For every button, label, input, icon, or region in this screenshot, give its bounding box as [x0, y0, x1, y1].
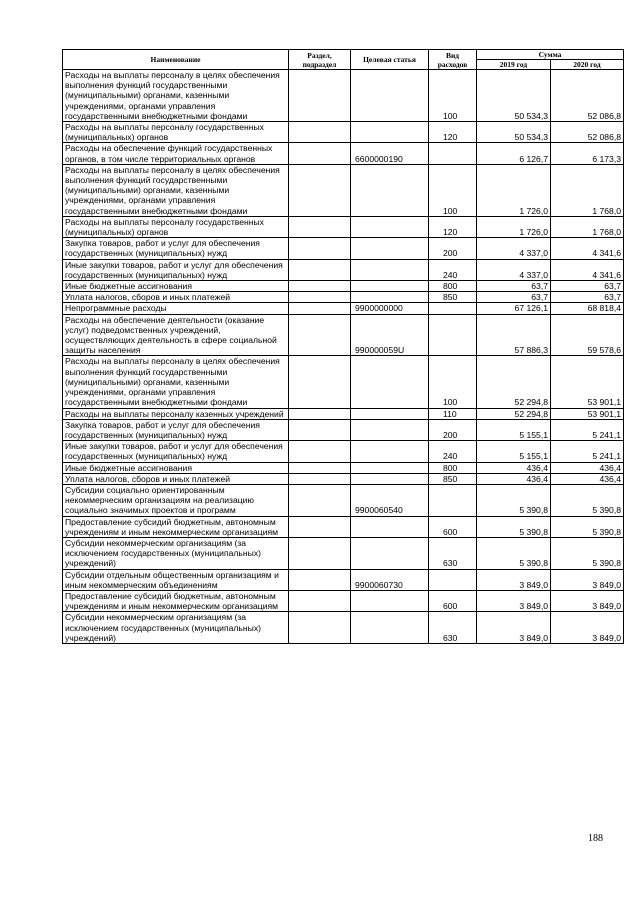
- row-name: Расходы на выплаты персоналу в целях обеспечения выполнения функций государственными (муниципальными) органами, казенными учреждениями, органами управления государственными внебюджетными фондами: [63, 356, 289, 408]
- row-kind: 850: [429, 473, 477, 484]
- row-target: [351, 70, 429, 122]
- row-kind: 630: [429, 612, 477, 644]
- row-kind: 240: [429, 441, 477, 462]
- row-section: [289, 590, 351, 611]
- row-sum-2020: 1 768,0: [551, 216, 624, 237]
- row-section: [289, 484, 351, 516]
- row-target: 9900060730: [351, 569, 429, 590]
- row-target: 6600000190: [351, 143, 429, 164]
- row-sum-2019: 50 534,3: [477, 122, 551, 143]
- row-section: [289, 408, 351, 419]
- table-row: [63, 143, 624, 164]
- row-target: [351, 462, 429, 473]
- row-kind: [429, 143, 477, 164]
- row-kind: 100: [429, 164, 477, 216]
- row-name: Расходы на обеспечение функций государственных органов, в том числе территориальных органов: [63, 143, 289, 164]
- table-row: [63, 292, 624, 303]
- row-kind: 100: [429, 70, 477, 122]
- row-kind: 200: [429, 238, 477, 259]
- row-section: [289, 281, 351, 292]
- row-sum-2020: 3 849,0: [551, 569, 624, 590]
- row-kind: [429, 569, 477, 590]
- row-sum-2019: 6 126,7: [477, 143, 551, 164]
- row-sum-2019: 52 294,8: [477, 408, 551, 419]
- row-section: [289, 259, 351, 280]
- row-kind: 240: [429, 259, 477, 280]
- row-target: [351, 281, 429, 292]
- row-kind: 800: [429, 462, 477, 473]
- row-sum-2019: 4 337,0: [477, 259, 551, 280]
- expenditure-table: [62, 49, 624, 644]
- header-sum: Сумма: [477, 50, 624, 60]
- row-sum-2020: 6 173,3: [551, 143, 624, 164]
- table-row: [63, 473, 624, 484]
- row-name: Расходы на выплаты персоналу государственных (муниципальных) органов: [63, 216, 289, 237]
- row-sum-2019: 5 390,8: [477, 484, 551, 516]
- row-sum-2019: 67 126,1: [477, 303, 551, 314]
- table-row: [63, 516, 624, 537]
- row-sum-2020: 436,4: [551, 462, 624, 473]
- table-row: [63, 462, 624, 473]
- table-row: [63, 216, 624, 237]
- row-kind: 600: [429, 590, 477, 611]
- row-sum-2019: 57 886,3: [477, 314, 551, 356]
- row-section: [289, 419, 351, 440]
- row-sum-2020: 3 849,0: [551, 590, 624, 611]
- row-target: [351, 164, 429, 216]
- row-sum-2019: 436,4: [477, 473, 551, 484]
- row-sum-2019: 63,7: [477, 292, 551, 303]
- row-sum-2020: 436,4: [551, 473, 624, 484]
- row-kind: 100: [429, 356, 477, 408]
- row-name: Предоставление субсидий бюджетным, автономным учреждениям и иным некоммерческим организациям: [63, 516, 289, 537]
- row-name: Уплата налогов, сборов и иных платежей: [63, 292, 289, 303]
- row-sum-2019: 52 294,8: [477, 356, 551, 408]
- table-row: [63, 303, 624, 314]
- row-target: [351, 537, 429, 569]
- row-name: Расходы на выплаты персоналу казенных учреждений: [63, 408, 289, 419]
- row-target: [351, 590, 429, 611]
- row-kind: [429, 484, 477, 516]
- row-sum-2019: 1 726,0: [477, 216, 551, 237]
- row-name: Иные бюджетные ассигнования: [63, 462, 289, 473]
- row-target: [351, 516, 429, 537]
- row-sum-2019: 50 534,3: [477, 70, 551, 122]
- row-sum-2020: 63,7: [551, 292, 624, 303]
- table-row: [63, 408, 624, 419]
- table-row: [63, 537, 624, 569]
- row-section: [289, 462, 351, 473]
- row-sum-2020: 59 578,6: [551, 314, 624, 356]
- row-target: [351, 419, 429, 440]
- row-sum-2019: 1 726,0: [477, 164, 551, 216]
- row-kind: [429, 303, 477, 314]
- row-target: [351, 216, 429, 237]
- row-sum-2020: 63,7: [551, 281, 624, 292]
- row-sum-2019: 3 849,0: [477, 569, 551, 590]
- row-sum-2019: 5 390,8: [477, 537, 551, 569]
- table-row: [63, 164, 624, 216]
- row-sum-2020: 4 341,6: [551, 259, 624, 280]
- row-sum-2019: 436,4: [477, 462, 551, 473]
- row-sum-2020: 4 341,6: [551, 238, 624, 259]
- row-name: Иные бюджетные ассигнования: [63, 281, 289, 292]
- row-sum-2020: 5 241,1: [551, 419, 624, 440]
- row-name: Предоставление субсидий бюджетным, автономным учреждениям и иным некоммерческим организациям: [63, 590, 289, 611]
- header-target: Целевая статья: [351, 50, 429, 70]
- row-name: Закупка товаров, работ и услуг для обеспечения государственных (муниципальных) нужд: [63, 238, 289, 259]
- row-sum-2020: 53 901,1: [551, 408, 624, 419]
- row-sum-2019: 5 155,1: [477, 441, 551, 462]
- row-sum-2019: 5 390,8: [477, 516, 551, 537]
- table-row: [63, 70, 624, 122]
- table-row: [63, 259, 624, 280]
- row-section: [289, 473, 351, 484]
- row-kind: 120: [429, 216, 477, 237]
- row-name: Уплата налогов, сборов и иных платежей: [63, 473, 289, 484]
- row-name: Иные закупки товаров, работ и услуг для обеспечения государственных (муниципальных) нужд: [63, 441, 289, 462]
- row-sum-2020: 5 390,8: [551, 537, 624, 569]
- row-kind: 120: [429, 122, 477, 143]
- row-name: Расходы на обеспечение деятельности (оказание услуг) подведомственных учреждений, осуществляющих деятельность в сфере социальной защиты населения: [63, 314, 289, 356]
- table-row: [63, 238, 624, 259]
- row-sum-2020: 3 849,0: [551, 612, 624, 644]
- row-sum-2020: 52 086,8: [551, 70, 624, 122]
- row-target: [351, 238, 429, 259]
- table-row: [63, 314, 624, 356]
- row-name: Иные закупки товаров, работ и услуг для обеспечения государственных (муниципальных) нужд: [63, 259, 289, 280]
- header-year-2020: 2020 год: [551, 60, 624, 70]
- header-section: Раздел, подраздел: [289, 50, 351, 70]
- row-name: Расходы на выплаты персоналу в целях обеспечения выполнения функций государственными (муниципальными) органами, казенными учреждениями, органами управления государственными внебюджетными фондами: [63, 164, 289, 216]
- row-kind: 200: [429, 419, 477, 440]
- table-row: [63, 419, 624, 440]
- table-body: [63, 70, 624, 644]
- table-row: [63, 441, 624, 462]
- row-target: 9900060540: [351, 484, 429, 516]
- row-sum-2020: 5 241,1: [551, 441, 624, 462]
- row-section: [289, 238, 351, 259]
- row-name: Расходы на выплаты персоналу государственных (муниципальных) органов: [63, 122, 289, 143]
- row-sum-2020: 1 768,0: [551, 164, 624, 216]
- row-sum-2019: 4 337,0: [477, 238, 551, 259]
- row-section: [289, 537, 351, 569]
- document-page: [62, 49, 623, 644]
- page-number: 188: [588, 833, 603, 844]
- table-row: [63, 569, 624, 590]
- row-section: [289, 122, 351, 143]
- row-name: Субсидии отдельным общественным организациям и иным некоммерческим объединениям: [63, 569, 289, 590]
- row-section: [289, 143, 351, 164]
- table-row: [63, 590, 624, 611]
- row-name: Непрограммные расходы: [63, 303, 289, 314]
- header-year-2019: 2019 год: [477, 60, 551, 70]
- table-row: [63, 612, 624, 644]
- row-kind: [429, 314, 477, 356]
- table-row: [63, 122, 624, 143]
- row-section: [289, 314, 351, 356]
- row-name: Закупка товаров, работ и услуг для обеспечения государственных (муниципальных) нужд: [63, 419, 289, 440]
- row-kind: 850: [429, 292, 477, 303]
- row-section: [289, 356, 351, 408]
- row-section: [289, 303, 351, 314]
- row-section: [289, 441, 351, 462]
- row-name: Субсидии некоммерческим организациям (за исключением государственных (муниципальных) учреждений): [63, 537, 289, 569]
- row-target: 9900000000: [351, 303, 429, 314]
- table-header: [63, 50, 624, 70]
- row-target: [351, 408, 429, 419]
- row-section: [289, 516, 351, 537]
- row-section: [289, 216, 351, 237]
- row-target: [351, 292, 429, 303]
- row-name: Субсидии социально ориентированным некоммерческим организациям на реализацию социально значимых проектов и программ: [63, 484, 289, 516]
- row-sum-2020: 52 086,8: [551, 122, 624, 143]
- row-name: Субсидии некоммерческим организациям (за исключением государственных (муниципальных) учреждений): [63, 612, 289, 644]
- table-row: [63, 356, 624, 408]
- header-kind: Вид расходов: [429, 50, 477, 70]
- row-section: [289, 292, 351, 303]
- row-target: 990000059U: [351, 314, 429, 356]
- row-section: [289, 612, 351, 644]
- row-sum-2019: 3 849,0: [477, 590, 551, 611]
- row-sum-2020: 68 818,4: [551, 303, 624, 314]
- row-target: [351, 441, 429, 462]
- row-name: Расходы на выплаты персоналу в целях обеспечения выполнения функций государственными (муниципальными) органами, казенными учреждениями, органами управления государственными внебюджетными фондами: [63, 70, 289, 122]
- row-kind: 630: [429, 537, 477, 569]
- table-row: [63, 484, 624, 516]
- row-sum-2019: 3 849,0: [477, 612, 551, 644]
- row-kind: 800: [429, 281, 477, 292]
- row-kind: 600: [429, 516, 477, 537]
- row-target: [351, 473, 429, 484]
- row-section: [289, 70, 351, 122]
- row-target: [351, 259, 429, 280]
- row-target: [351, 356, 429, 408]
- row-target: [351, 612, 429, 644]
- row-sum-2020: 5 390,8: [551, 484, 624, 516]
- row-section: [289, 569, 351, 590]
- row-sum-2019: 63,7: [477, 281, 551, 292]
- row-sum-2020: 53 901,1: [551, 356, 624, 408]
- row-target: [351, 122, 429, 143]
- row-section: [289, 164, 351, 216]
- header-name: Наименование: [63, 50, 289, 70]
- row-sum-2019: 5 155,1: [477, 419, 551, 440]
- table-row: [63, 281, 624, 292]
- row-sum-2020: 5 390,8: [551, 516, 624, 537]
- row-kind: 110: [429, 408, 477, 419]
